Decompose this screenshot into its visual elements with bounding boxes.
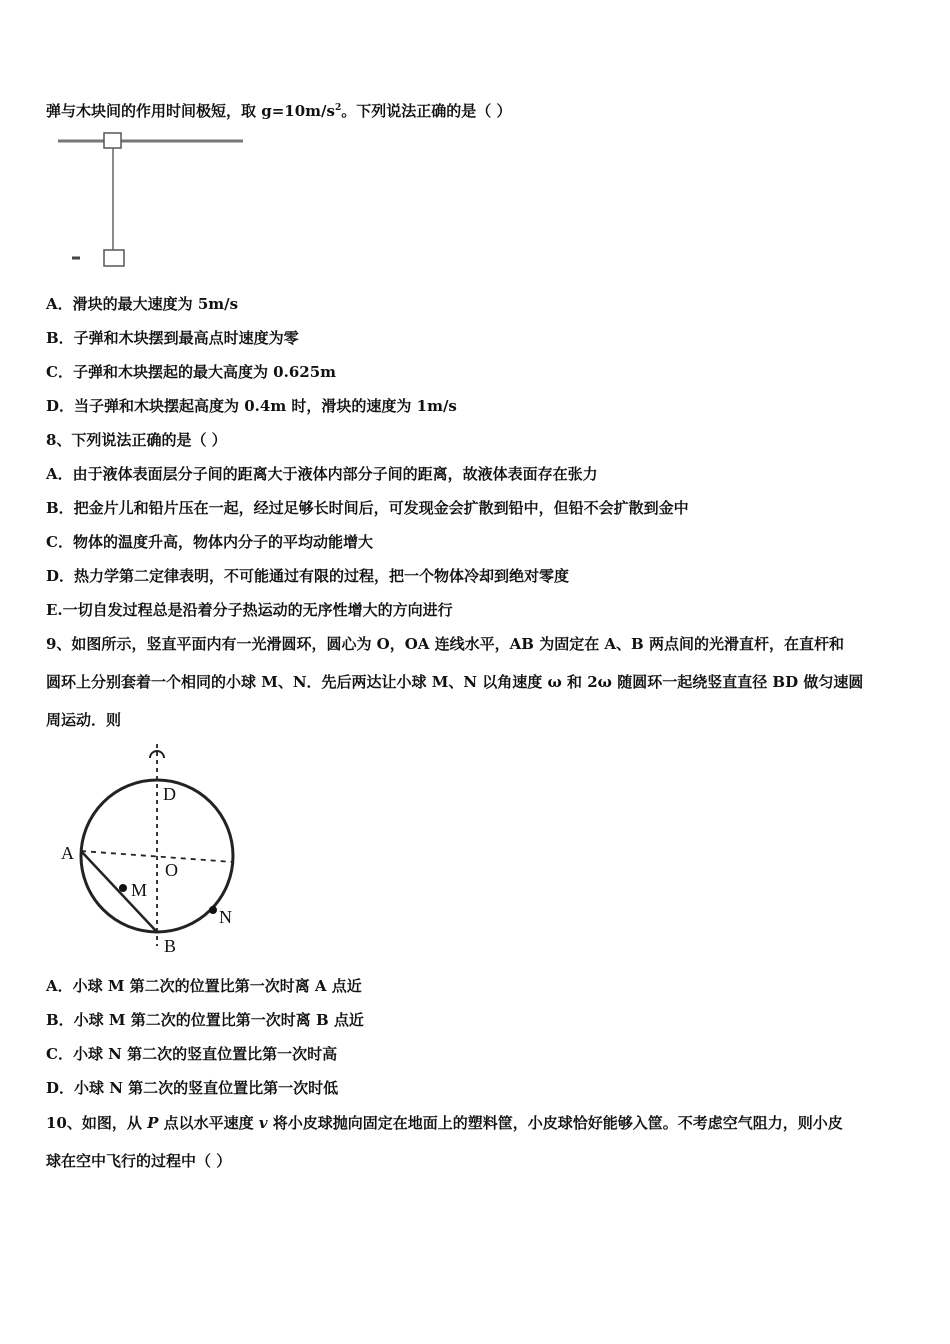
label-m: M — [131, 880, 148, 900]
q8-option-a[interactable]: A．由于液体表面层分子间的距离大于液体内部分子间的距离，故液体表面存在张力 — [46, 465, 598, 483]
label-a: A — [61, 843, 74, 863]
slider-block — [104, 133, 121, 148]
ball-m — [119, 884, 127, 892]
q7-option-d[interactable]: D．当子弹和木块摆起高度为 0.4m 时，滑块的速度为 1m/s — [46, 397, 457, 415]
q9-stem-line-1: 9、如图所示，竖直平面内有一光滑圆环，圆心为 O，OA 连线水平，AB 为固定在 A、B 两点间的光滑直杆，在直杆和 — [46, 635, 844, 653]
label-o: O — [165, 860, 178, 880]
q7-option-c[interactable]: C．子弹和木块摆起的最大高度为 0.625m — [46, 363, 337, 381]
q9-option-d[interactable]: D．小球 N 第二次的竖直位置比第一次时低 — [46, 1079, 339, 1097]
q7-stem-continuation: 弹与木块间的作用时间极短，取 $g=10m/s^2$。下列说法正确的是（ ） — [46, 102, 512, 120]
label-d: D — [163, 784, 176, 804]
q8-option-d[interactable]: D．热力学第二定律表明，不可能通过有限的过程，把一个物体冷却到绝对零度 — [46, 567, 570, 585]
q9-option-c[interactable]: C．小球 N 第二次的竖直位置比第一次时高 — [46, 1045, 338, 1063]
wood-block — [104, 250, 124, 266]
q8-option-c[interactable]: C．物体的温度升高，物体内分子的平均动能增大 — [46, 533, 373, 551]
q10-stem-line-1: 10、如图，从 P 点以水平速度 v 将小皮球抛向固定在地面上的塑料筐，小皮球恰好能够入筐。不考虑空气阻力，则小皮 — [46, 1114, 843, 1132]
q7-option-b[interactable]: B．子弹和木块摆到最高点时速度为零 — [46, 329, 299, 347]
q8-option-e[interactable]: E.一切自发过程总是沿着分子热运动的无序性增大的方向进行 — [46, 601, 453, 619]
q9-option-a[interactable]: A．小球 M 第二次的位置比第一次时离 A 点近 — [46, 977, 362, 995]
q9-stem-line-2: 圆环上分别套着一个相同的小球 M、N．先后两达让小球 M、N 以角速度 ω 和 2ω 随圆环一起绕竖直直径 BD 做匀速圆 — [46, 673, 864, 691]
pendulum-figure — [56, 132, 256, 272]
q9-stem-line-3: 周运动．则 — [46, 711, 122, 729]
q10-stem-line-2: 球在空中飞行的过程中（ ） — [46, 1152, 232, 1170]
label-b: B — [164, 936, 177, 956]
q9-option-b[interactable]: B．小球 M 第二次的位置比第一次时离 B 点近 — [46, 1011, 364, 1029]
q7-option-a[interactable]: A．滑块的最大速度为 5m/s — [46, 295, 239, 313]
label-n: N — [219, 907, 232, 927]
q8-option-b[interactable]: B．把金片儿和铅片压在一起，经过足够长时间后，可发现金会扩散到铅中，但铅不会扩散到金中 — [46, 499, 689, 517]
ring-figure — [56, 742, 256, 957]
q8-stem: 8、下列说法正确的是（ ） — [46, 431, 227, 449]
ball-n — [209, 906, 217, 914]
